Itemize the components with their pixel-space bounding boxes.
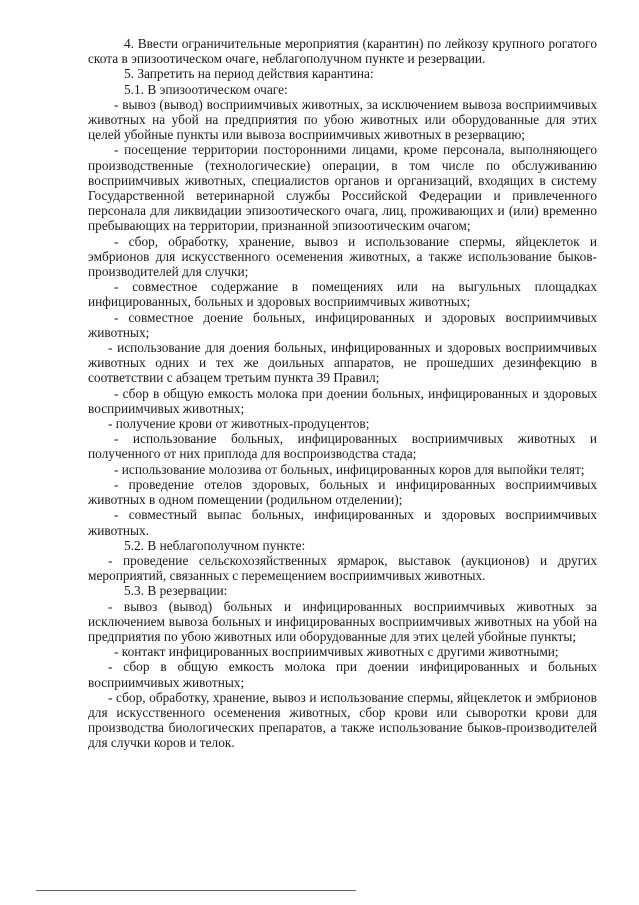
list-item: - проведение сельскохозяйственных ярмарок, выставок (аукционов) и других мероприятий, связанных с перемещением восприимчивых животных. — [88, 552, 597, 584]
list-item: - получение крови от животных-продуцентов; — [108, 416, 370, 432]
paragraph-5-prohibit: 5. Запретить на период действия карантина: — [124, 66, 374, 82]
list-item: - сбор в общую емкость молока при доении больных, инфицированных и здоровых восприимчивых животных; — [88, 385, 597, 416]
list-item: - контакт инфицированных восприимчивых животных с другими животными; — [114, 644, 559, 660]
list-item: - использование для доения больных, инфицированных и здоровых восприимчивых животных одних и тех же доильных аппаратов, не прошедших дезинфекцию в соответствии с абзацем третьим пункта 39 Правил; — [88, 340, 597, 386]
list-item: - совместное доение больных, инфицированных и здоровых восприимчивых животных; — [88, 309, 597, 340]
list-item: - использование больных, инфицированных восприимчивых животных и полученного от них приплода для воспроизводства стада; — [88, 431, 597, 462]
list-item: - сбор в общую емкость молока при доении инфицированных и больных восприимчивых животных; — [88, 659, 597, 690]
list-item: - совместный выпас больных, инфицированных и здоровых восприимчивых животных. — [88, 507, 597, 538]
list-item: - сбор, обработку, хранение, вывоз и использование спермы, яйцеклеток и эмбрионов для искусственного осеменения животных, а также использование быков-производителей для случки; — [88, 233, 597, 280]
list-item: - проведение отелов здоровых, больных и инфицированных восприимчивых животных в одном помещении (родильном отделении); — [88, 476, 597, 508]
list-item: - сбор, обработку, хранение, вывоз и использование спермы, яйцеклеток и эмбрионов для искусственного осеменения животных, сбор крови или сыворотки крови для производства биологических препаратов, а также использование быков-производителей для случки коров и телок. — [88, 689, 597, 751]
heading-5-1-focus: 5.1. В эпизоотическом очаге: — [124, 81, 288, 97]
paragraph-4-quarantine: 4. Ввести ограничительные мероприятия (карантин) по лейкозу крупного рогатого скота в эпизоотическом очаге, неблагополучном пункте и резервации. — [88, 36, 597, 67]
list-item: - посещение территории посторонними лицами, кроме персонала, выполняющего производственные (технологические) операции, в том числе по обслуживанию восприимчивых животных, специалистов органов и организаций, входящих в систему Государственной ветеринарной службы Российской Федерации и привлеченного персонала для ликвидации эпизоотического очага, лиц, проживающих и (или) временно пребывающих на территории, признанной эпизоотическим очагом; — [88, 142, 597, 234]
list-item: - вывоз (вывод) больных и инфицированных восприимчивых животных за исключением вывоза больных и инфицированных восприимчивых животных на убой на предприятия по убою животных или оборудованные для этих целей убойные пункты; — [88, 598, 597, 644]
list-item: - совместное содержание в помещениях или на выгульных площадках инфицированных, больных и здоровых восприимчивых животных; — [88, 279, 597, 310]
list-item: - использование молозива от больных, инфицированных коров для выпойки телят; — [114, 461, 585, 477]
footer-divider — [36, 890, 356, 891]
heading-5-2-unfavorable-point: 5.2. В неблагополучном пункте: — [124, 537, 306, 553]
heading-5-3-reservation: 5.3. В резервации: — [124, 583, 228, 599]
list-item: - вывоз (вывод) восприимчивых животных, за исключением вывоза восприимчивых животных на убой на предприятия по убою животных или оборудованные для этих целей убойные пункты или вывоза восприимчивых животных в резервацию; — [88, 96, 597, 143]
